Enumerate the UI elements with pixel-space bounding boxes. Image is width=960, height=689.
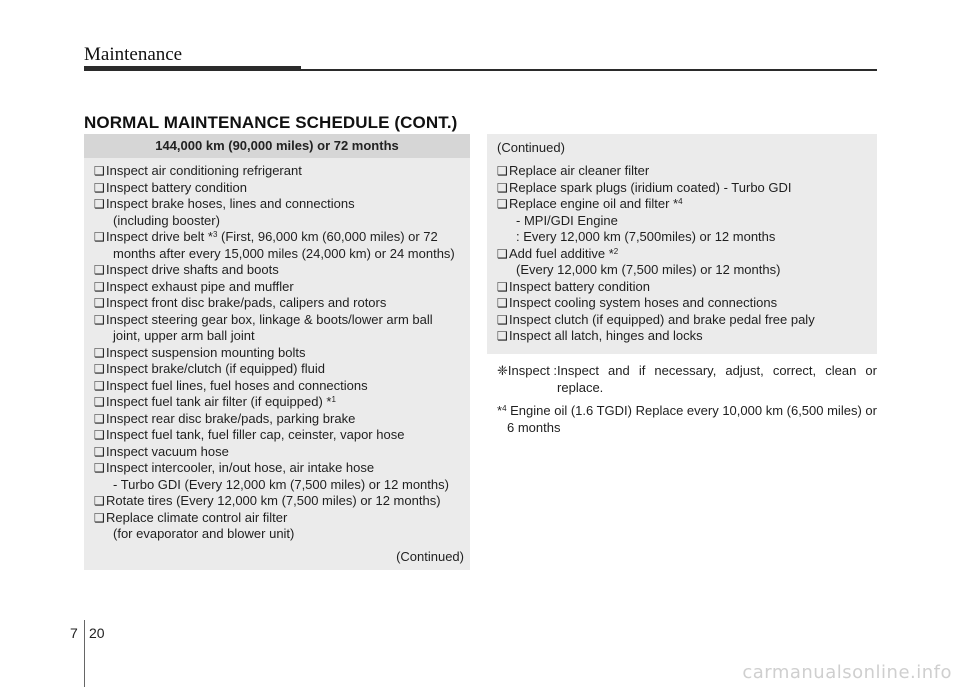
item-text: Inspect cooling system hoses and connections bbox=[509, 295, 778, 310]
checklist-item bbox=[94, 262, 464, 279]
item-text: Inspect all latch, hinges and locks bbox=[509, 328, 703, 343]
checkbox-icon: ❑ bbox=[94, 263, 105, 277]
watermark: carmanualsonline.info bbox=[742, 662, 952, 683]
inspect-label: Inspect : bbox=[507, 363, 558, 378]
checkbox-icon: ❑ bbox=[497, 296, 508, 310]
checkbox-icon: ❑ bbox=[94, 378, 105, 393]
checkbox-icon: ❑ bbox=[94, 312, 105, 327]
footnote-sup: 4 bbox=[502, 404, 507, 413]
header-rule-thick bbox=[84, 66, 301, 71]
checklist-item bbox=[94, 394, 464, 411]
footnote-ref: 2 bbox=[613, 246, 619, 256]
item-text: Inspect fuel tank air filter (if equipped) * bbox=[106, 394, 332, 409]
footnote-text: Engine oil (1.6 TGDI) Replace every 10,000 km (6,500 miles) or 6 months bbox=[506, 403, 877, 435]
checklist-item bbox=[497, 180, 871, 197]
item-text: Inspect battery condition bbox=[106, 179, 247, 195]
item-text: Add fuel additive * bbox=[509, 245, 614, 261]
checklist-item bbox=[94, 361, 464, 378]
checkbox-icon: ❑ bbox=[94, 230, 105, 244]
checklist-item bbox=[497, 279, 871, 296]
footnote-ref: 4 bbox=[678, 197, 683, 206]
inspect-text: Inspect and if necessary, adjust, correct, clean or replace. bbox=[557, 363, 877, 395]
checklist-item bbox=[94, 493, 464, 510]
item-continuation: joint, upper arm ball joint bbox=[113, 328, 255, 343]
checklist-item bbox=[497, 246, 871, 279]
item-text: Inspect clutch (if equipped) and brake pedal free paly bbox=[509, 311, 815, 327]
checkbox-icon: ❑ bbox=[497, 164, 508, 178]
continued-label: (Continued) bbox=[396, 548, 464, 564]
header-rule-thin bbox=[301, 69, 877, 71]
checkbox-icon: ❑ bbox=[94, 164, 105, 178]
checklist-item bbox=[94, 510, 464, 543]
inspect-symbol-icon: ❈ bbox=[497, 363, 508, 378]
item-text: Inspect suspension mounting bolts bbox=[106, 344, 306, 360]
left-item-list bbox=[84, 158, 470, 543]
checkbox-icon: ❑ bbox=[94, 180, 105, 195]
checklist-item bbox=[94, 279, 464, 296]
engine-oil-footnote bbox=[497, 402, 877, 436]
footer-divider bbox=[84, 620, 85, 687]
item-text: Rotate tires (Every 12,000 km (7,500 miles) or 12 months) bbox=[106, 493, 441, 508]
item-continuation: (Every 12,000 km (7,500 miles) or 12 months) bbox=[516, 262, 781, 277]
item-text: Replace air cleaner filter bbox=[509, 163, 650, 178]
checkbox-icon: ❑ bbox=[94, 494, 105, 508]
item-continuation: - Turbo GDI (Every 12,000 km (7,500 miles) or 12 months) bbox=[113, 476, 449, 492]
checkbox-icon: ❑ bbox=[94, 197, 105, 211]
item-continuation: - MPI/GDI Engine bbox=[516, 212, 618, 228]
item-continuation: : Every 12,000 km (7,500miles) or 12 months bbox=[516, 229, 776, 244]
item-continuation: (for evaporator and blower unit) bbox=[113, 526, 295, 541]
item-continuation: months after every 15,000 miles (24,000 km) or 24 months) bbox=[113, 245, 455, 261]
checklist-item bbox=[94, 229, 464, 262]
section-title: NORMAL MAINTENANCE SCHEDULE (CONT.) bbox=[84, 113, 458, 132]
checkbox-icon: ❑ bbox=[497, 279, 508, 294]
checkbox-icon: ❑ bbox=[497, 197, 508, 211]
checkbox-icon: ❑ bbox=[94, 362, 105, 376]
item-text: Inspect intercooler, in/out hose, air intake hose bbox=[106, 460, 375, 475]
item-text: Inspect drive shafts and boots bbox=[106, 262, 279, 277]
checkbox-icon: ❑ bbox=[497, 312, 508, 327]
checkbox-icon: ❑ bbox=[497, 180, 508, 195]
item-text: Inspect front disc brake/pads, calipers and rotors bbox=[106, 295, 387, 310]
checklist-item bbox=[94, 444, 464, 461]
checkbox-icon: ❑ bbox=[94, 411, 105, 426]
item-text: Replace engine oil and filter * bbox=[509, 196, 679, 211]
checklist-item bbox=[497, 163, 871, 180]
right-item-list bbox=[487, 163, 877, 345]
checkbox-icon: ❑ bbox=[94, 510, 105, 525]
checklist-item bbox=[497, 295, 871, 312]
checklist-item bbox=[94, 180, 464, 197]
checklist-item bbox=[497, 312, 871, 329]
item-text: Inspect battery condition bbox=[509, 278, 650, 294]
checkbox-icon: ❑ bbox=[94, 444, 105, 459]
item-text: Inspect rear disc brake/pads, parking brake bbox=[106, 410, 356, 426]
checklist-item bbox=[94, 196, 464, 229]
notes-block bbox=[497, 362, 877, 436]
checkbox-icon: ❑ bbox=[497, 246, 508, 261]
checklist-item bbox=[94, 312, 464, 345]
item-text: Inspect air conditioning refrigerant bbox=[106, 163, 302, 178]
item-text: Inspect drive belt * bbox=[106, 229, 213, 244]
maintenance-interval-panel bbox=[84, 134, 470, 570]
item-text: Replace climate control air filter bbox=[106, 509, 288, 525]
checkbox-icon: ❑ bbox=[497, 329, 508, 343]
checkbox-icon: ❑ bbox=[94, 345, 105, 360]
checkbox-icon: ❑ bbox=[94, 279, 105, 294]
continued-label: (Continued) bbox=[497, 140, 565, 155]
section-number: 7 bbox=[70, 625, 78, 641]
item-text: Inspect brake hoses, lines and connections bbox=[106, 196, 355, 211]
checkbox-icon: ❑ bbox=[94, 461, 105, 475]
checklist-item bbox=[94, 295, 464, 312]
checklist-item bbox=[94, 163, 464, 180]
checklist-item bbox=[497, 196, 871, 246]
item-text: Replace spark plugs (iridium coated) - Turbo GDI bbox=[509, 179, 792, 195]
checklist-item bbox=[94, 411, 464, 428]
checklist-item bbox=[94, 427, 464, 444]
page-header-title: Maintenance bbox=[84, 44, 183, 65]
checkbox-icon: ❑ bbox=[94, 395, 105, 409]
item-text: Inspect fuel tank, fuel filler cap, ceinster, vapor hose bbox=[106, 427, 405, 442]
checklist-item bbox=[94, 378, 464, 395]
item-text: Inspect vacuum hose bbox=[106, 443, 229, 459]
continued-items-panel bbox=[487, 134, 877, 354]
checklist-item bbox=[497, 328, 871, 345]
footnote-ref: 3 bbox=[212, 230, 218, 239]
item-text: Inspect brake/clutch (if equipped) fluid bbox=[106, 361, 325, 376]
interval-heading: 144,000 km (90,000 miles) or 72 months bbox=[84, 134, 470, 158]
item-text: Inspect exhaust pipe and muffler bbox=[106, 278, 294, 294]
checklist-item bbox=[94, 460, 464, 493]
page-number: 20 bbox=[89, 625, 105, 641]
footnote-mark: * bbox=[497, 403, 503, 418]
inspect-note bbox=[497, 362, 877, 396]
footnote-ref: 1 bbox=[331, 395, 336, 404]
item-continuation: (including booster) bbox=[113, 212, 220, 228]
checkbox-icon: ❑ bbox=[94, 428, 105, 442]
item-text-after: (First, 96,000 km (60,000 miles) or 72 bbox=[217, 229, 438, 244]
checklist-item bbox=[94, 345, 464, 362]
item-text: Inspect fuel lines, fuel hoses and connections bbox=[106, 377, 368, 393]
item-text: Inspect steering gear box, linkage & boots/lower arm ball bbox=[106, 311, 433, 327]
checkbox-icon: ❑ bbox=[94, 296, 105, 310]
